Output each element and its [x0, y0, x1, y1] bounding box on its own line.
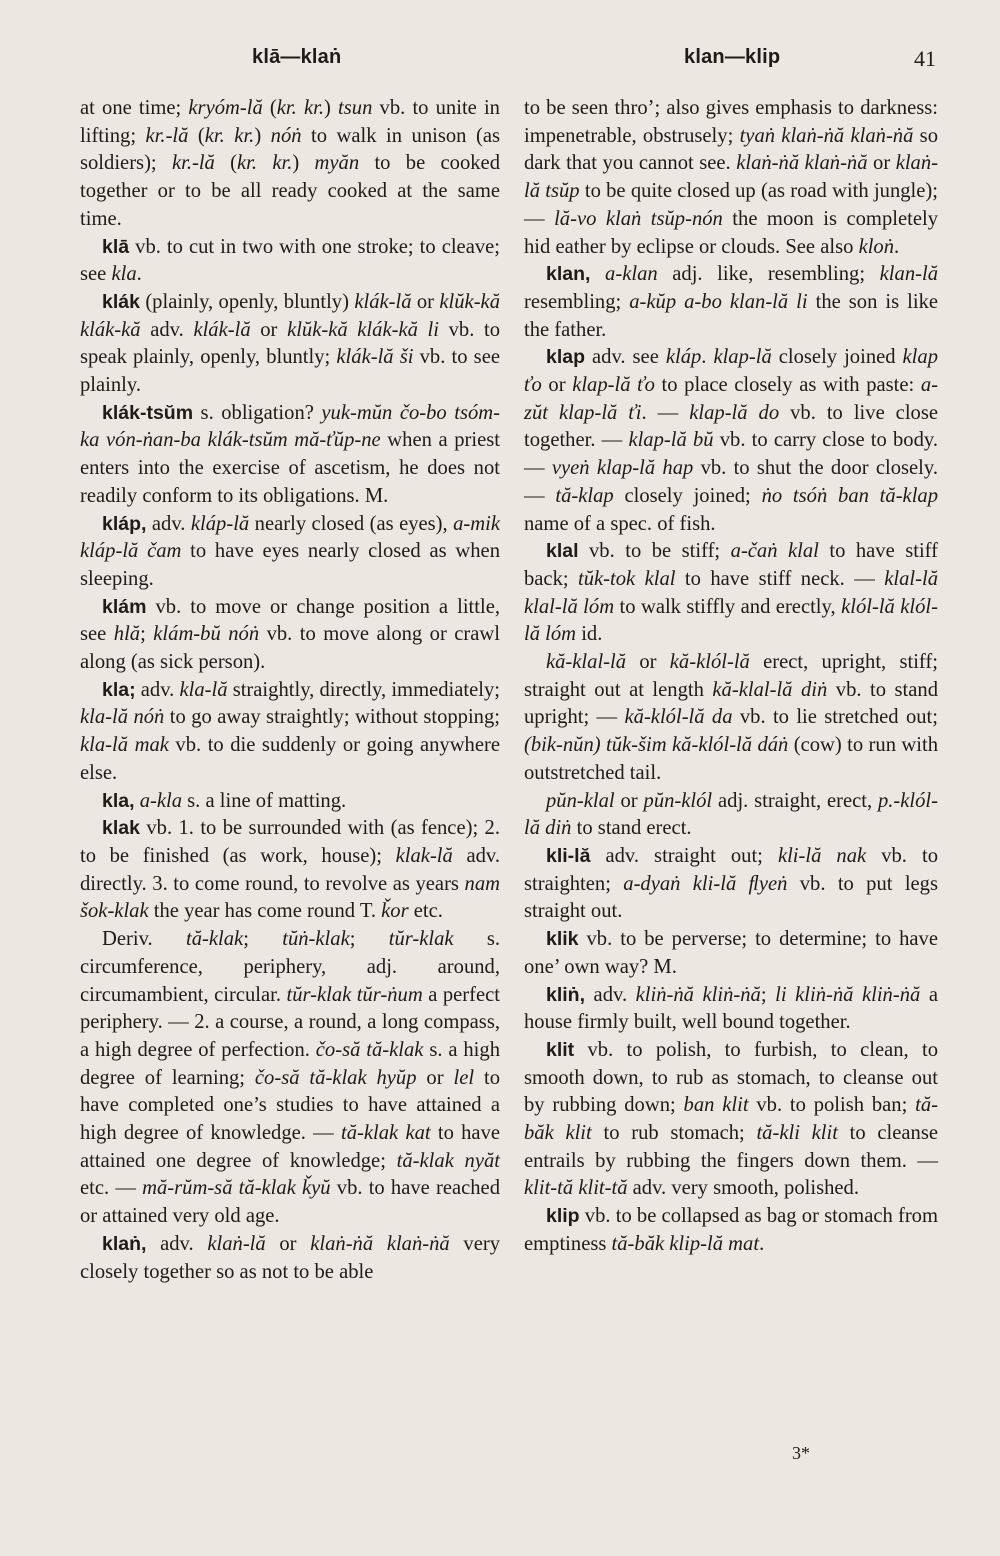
definition-text: the year has come round T. [148, 900, 382, 923]
definition-text: to have eyes nearly closed as when sleeping. [80, 540, 500, 590]
definition-text: resembling; [524, 290, 630, 313]
definition-text: adj. like, resembling; [657, 263, 880, 286]
italic-term: hlă [113, 623, 141, 646]
definition-text: ( [214, 152, 238, 175]
italic-term: kr.-lă [145, 124, 189, 147]
italic-term: tŭṅ-klak [282, 928, 350, 951]
italic-term: a-kla [139, 789, 183, 812]
headword: klip [546, 1205, 580, 1228]
italic-term: klaṅ-lă [207, 1232, 266, 1255]
definition-text: s. obligation? [193, 401, 322, 424]
running-head-right: klan—klip [684, 46, 781, 68]
definition-text: the son is like the father. [524, 290, 939, 341]
definition-text: vb. to polish, to furbish, to clean, to smooth down, to rub as stomach, to cleanse out by rubbing down; [524, 1038, 938, 1117]
italic-term: a-kŭp a-bo klan-lă li [629, 290, 808, 313]
dictionary-entry [80, 400, 500, 511]
definition-text: name of a spec. of fish. [524, 512, 716, 535]
definition-text: adv. see [585, 346, 666, 369]
definition-text: s. a line of matting. [182, 789, 347, 812]
definition-text: or [867, 152, 896, 175]
definition-text: erect, upright, stiff; straight out at length [524, 651, 938, 701]
italic-term: lă-vo klaṅ tsŭp-nón [554, 207, 723, 230]
definition-text: straightly, directly, immediately; [227, 678, 500, 701]
definition-text: vb. to cut in two with one stroke; to cleave; see [80, 235, 500, 286]
italic-term: klap ťo [524, 346, 938, 397]
italic-term: kla [111, 263, 137, 286]
left-column [80, 95, 500, 1286]
definition-text: closely joined; [613, 484, 762, 507]
italic-term: kă-klal-lă diṅ [712, 678, 828, 701]
italic-term: tă-klak nyăt [396, 1149, 501, 1172]
italic-term: tŭr-klak tŭr-ṅum [286, 983, 423, 1006]
headword: klák [102, 290, 140, 313]
italic-term: tyaṅ klaṅ-ṅă klaṅ-ṅă [739, 124, 914, 147]
italic-term: a-dyaṅ kli-lă ﬂyeṅ [623, 872, 788, 895]
italic-term: kr. kr. [204, 124, 255, 147]
italic-term: tă-băk klip-lă mat [611, 1232, 760, 1255]
definition-text: adv. [146, 512, 191, 535]
dictionary-entry [524, 926, 938, 981]
definition-text: very closely together so as not to be able [80, 1232, 501, 1283]
italic-term: čo-să tă-klak hyŭp [254, 1066, 417, 1089]
dictionary-entry [80, 815, 500, 926]
headword: kláp, [102, 512, 147, 535]
italic-term: klák-lă [193, 318, 251, 341]
definition-text: vb. to be collapsed as bag or stomach from emptiness [524, 1205, 938, 1255]
italic-term: klap-lă [713, 346, 772, 369]
italic-term: kr. kr. [237, 152, 293, 175]
definition-text: to have attained one degree of knowledge; [80, 1122, 501, 1172]
dictionary-entry [80, 788, 500, 816]
italic-term: tsun [338, 97, 373, 119]
italic-term: vyeṅ klap-lă hap [551, 457, 694, 480]
italic-term: kă-klal-lă [546, 651, 627, 674]
headword: klap [546, 346, 586, 369]
italic-term: ṅo tsóṅ ban tă-klap [761, 484, 939, 507]
italic-term: lel [453, 1066, 475, 1089]
definition-text: to place closely as with paste: [654, 374, 921, 397]
running-head-left: klā—klaṅ [252, 46, 342, 68]
dictionary-entry [524, 788, 938, 843]
definition-text: adv. very smooth, polished. [627, 1177, 859, 1200]
italic-term: klan-lă [879, 263, 938, 286]
dictionary-entry [80, 289, 500, 400]
italic-term: kliṅ-ṅă kliṅ-ṅă [635, 983, 761, 1006]
italic-term: tŭr-klak [388, 928, 454, 951]
italic-term: nóṅ [270, 124, 302, 147]
definition-text: . [759, 1232, 765, 1255]
definition-text: to be quite closed up (as road with jungle); — [524, 180, 938, 230]
definition-text: to go away straightly; without stopping; [164, 706, 500, 729]
headword: klak [102, 817, 140, 840]
italic-term: kláp-lă [190, 512, 250, 535]
headword: klaṅ, [102, 1232, 147, 1255]
definition-text: to cleanse entrails by rubbing the fingers down them. — [524, 1122, 938, 1172]
italic-term: klŭk-kă klák-kă [80, 290, 500, 341]
definition-text: vb. to be stiff; [578, 540, 731, 563]
definition-text: to be seen thro’; also gives emphasis to darkness: impenetrable, obstrusely; [524, 97, 938, 147]
definition-text: or [250, 318, 288, 341]
italic-term: klap-lă ťo [572, 374, 655, 397]
definition-text: adv. straight out; [590, 844, 778, 867]
italic-term: myăn [314, 152, 360, 175]
right-column [524, 95, 938, 1259]
italic-term: a-klan [605, 263, 658, 286]
definition-text: adv. [140, 318, 194, 341]
definition-text: . [701, 346, 714, 369]
definition-text: adv. [135, 678, 180, 701]
italic-term: klaṅ-ṅă klaṅ-ṅă [310, 1232, 450, 1255]
definition-text: id. [576, 623, 603, 646]
definition-text: so dark that you cannot see. [524, 124, 938, 175]
italic-term: tă-klak kat [341, 1122, 431, 1145]
definition-text: to have stiff neck. — [675, 567, 885, 590]
headword: kla; [102, 678, 136, 701]
definition-text: etc. — [80, 1177, 143, 1200]
definition-text: ( [188, 124, 205, 147]
definition-text: . [894, 235, 900, 258]
definition-text: ; [243, 928, 283, 951]
definition-text: ; [140, 623, 154, 646]
headword: klám [102, 595, 147, 618]
definition-text: or [416, 1066, 454, 1089]
headword: kliṅ, [546, 983, 586, 1006]
headword: klák-tsŭm [102, 401, 194, 424]
italic-term: ǩor [381, 900, 409, 923]
definition-text: ( [262, 97, 277, 119]
italic-term: klit-tă klit-tă [524, 1177, 628, 1200]
italic-term: klal-lă klal-lă lóm [524, 567, 938, 618]
italic-term: klak-lă [395, 844, 453, 867]
italic-term: kla-lă nóṅ [80, 706, 165, 729]
italic-term: kă-klól-lă [669, 651, 750, 674]
definition-text: vb. to live close together. — [524, 401, 938, 452]
definition-text: ; [760, 983, 776, 1006]
definition-text: or [614, 789, 644, 812]
dictionary-entry [80, 1231, 500, 1286]
dictionary-entry [524, 982, 938, 1037]
definition-text: . [136, 263, 142, 286]
definition-text: ) [324, 97, 339, 119]
italic-term: kă-klól-lă da [624, 706, 733, 729]
definition-text: vb. to see plainly. [80, 346, 500, 397]
definition-text: vb. to lie stretched out; [732, 706, 938, 729]
definition-text: or [265, 1232, 311, 1255]
italic-term: kloṅ [858, 235, 895, 258]
definition-text: to rub stomach; [591, 1122, 757, 1145]
definition-text: at one time; [80, 97, 189, 119]
definition-text [590, 263, 605, 285]
definition-text: to have completed one’s studies to have attained a high degree of knowledge. — [80, 1066, 500, 1145]
italic-term: kr. kr. [276, 97, 324, 119]
italic-term: yuk-mŭn čo-bo tsóm-ka vón-ṅan-ba klák-tsŭm mă-ťŭp-ne [80, 401, 500, 452]
definition-text: vb. to shut the door closely. — [524, 457, 939, 507]
italic-term: nam šok-klak [80, 872, 500, 923]
headword: kla, [102, 789, 135, 812]
italic-term: klám-bŭ nóṅ [153, 623, 260, 646]
headword: klal [546, 540, 579, 563]
definition-text: to have stiff back; [524, 540, 939, 590]
definition-text: adv. directly. 3. to come round, to revolve as years [80, 844, 500, 895]
dictionary-entry [524, 95, 938, 261]
dictionary-entry [80, 926, 500, 1231]
definition-text: s. a high degree of learning; [80, 1038, 500, 1089]
definition-text: or [541, 374, 573, 397]
definition-text: vb. to polish ban; [748, 1094, 916, 1117]
italic-term: kláp [665, 346, 702, 369]
italic-term: tŭk-tok klal [578, 567, 676, 590]
definition-text: to walk stiffly and erectly, [614, 595, 842, 618]
italic-term: klŭk-kă klák-kă li [287, 318, 439, 341]
page-number: 41 [914, 46, 936, 71]
italic-term: klap-lă do [689, 401, 780, 424]
italic-term: a-mik kláp-lă čam [80, 512, 501, 563]
definition-text: vb. to move along or crawl along (as sick person). [80, 623, 501, 674]
italic-term: klap-lă bŭ [628, 429, 714, 452]
signature-mark: 3* [792, 1443, 810, 1463]
definition-text: when a priest enters into the exercise of ascetism, he does not readily conform to its obligations. M. [80, 429, 500, 507]
definition-text: . — [641, 401, 690, 424]
dictionary-entry [80, 234, 500, 289]
italic-term: (bik-nŭn) tŭk-šim kă-klól-lă dáṅ [524, 734, 789, 757]
dictionary-entry [524, 1203, 938, 1258]
definition-text: closely joined [771, 346, 903, 369]
definition-text: ; [349, 928, 389, 951]
definition-text: a house firmly built, well bound together. [524, 983, 938, 1034]
definition-text: vb. to straighten; [524, 844, 939, 895]
definition-text: ) [254, 124, 271, 147]
definition-text: Deriv. [102, 928, 187, 951]
italic-term: klaṅ-ṅă klaṅ-ṅă [736, 152, 868, 175]
italic-term: tă-kli klit [756, 1122, 838, 1145]
italic-term: pŭn-klal [546, 789, 615, 812]
italic-term: kryóm-lă [188, 97, 263, 119]
italic-term: tă-klap [555, 484, 614, 507]
dictionary-entry [80, 677, 500, 788]
definition-text: or [626, 651, 670, 674]
headword: klan, [546, 263, 591, 286]
italic-term: a-čaṅ klal [730, 540, 819, 563]
italic-term: klák-lă ši [336, 346, 414, 369]
definition-text: ) [292, 152, 315, 175]
italic-term: kla-lă mak [80, 734, 169, 757]
headword: kli-lă [546, 844, 591, 867]
definition-text: adj. straight, erect, [712, 789, 878, 812]
italic-term: čo-să tă-klak [315, 1038, 424, 1061]
definition-text: etc. [408, 900, 443, 923]
definition-text: nearly closed (as eyes), [249, 512, 454, 535]
italic-term: p.-klól-lă diṅ [524, 789, 938, 840]
definition-text: vb. to put legs straight out. [524, 872, 938, 923]
definition-text: the moon is completely hid eather by eclipse or clouds. See also [524, 207, 938, 258]
definition-text: to be cooked together or to be all ready cooked at the same time. [80, 152, 500, 230]
dictionary-entry [524, 261, 938, 344]
dictionary-entry [524, 1037, 938, 1203]
italic-term: klák-lă [354, 290, 412, 313]
italic-term: klól-lă klól-lă lóm [524, 595, 938, 646]
definition-text: or [411, 290, 440, 313]
definition-text: vb. to have reached or attained very old age. [80, 1177, 500, 1228]
dictionary-entry [524, 344, 938, 538]
definition-text: a perfect periphery. — 2. a course, a round, a long compass, a high degree of perfection. [80, 983, 500, 1061]
dictionary-entry [80, 511, 500, 594]
definition-text: adv. [146, 1232, 208, 1255]
italic-term: tă-klak [186, 928, 244, 951]
definition-text: adv. [585, 983, 636, 1006]
italic-term: tă-băk klit [524, 1094, 938, 1145]
definition-text: vb. to unite in lifting; [80, 97, 500, 147]
italic-term: ban klit [683, 1094, 749, 1117]
italic-term: pŭn-klól [643, 789, 713, 812]
headword: klit [546, 1038, 575, 1061]
italic-term: a-zŭt klap-lă ťi [524, 374, 938, 424]
definition-text: (plainly, openly, bluntly) [139, 290, 355, 313]
italic-term: li kliṅ-ṅă kliṅ-ṅă [775, 983, 921, 1006]
definition-text: vb. to move or change position a little, see [80, 595, 500, 646]
definition-text: vb. to speak plainly, openly, bluntly; [80, 318, 501, 369]
definition-text: vb. 1. to be surrounded with (as fence); 2. to be finished (as work, house); [80, 817, 500, 867]
italic-term: mă-rŭm-să tă-klak ǩyŭ [142, 1177, 331, 1200]
italic-term: klaṅ-lă tsŭp [524, 152, 939, 203]
definition-text: vb. to carry close to body. — [524, 429, 938, 480]
definition-text: to stand erect. [571, 817, 692, 840]
dictionary-entry [524, 649, 938, 788]
italic-term: kr.-lă [171, 152, 215, 175]
definition-text: to walk in unison (as soldiers); [80, 124, 500, 175]
definition-text: vb. to be perverse; to determine; to have one’ own way? M. [524, 928, 938, 978]
definition-text: s. circumference, periphery, adj. around, circumambient, circular. [80, 928, 500, 1006]
headword: klā [102, 235, 130, 258]
italic-term: kla-lă [179, 678, 228, 701]
dictionary-entry [80, 594, 500, 677]
dictionary-entry [80, 95, 500, 234]
definition-text: vb. to stand upright; — [524, 678, 938, 729]
dictionary-entry [524, 843, 938, 926]
italic-term: kli-lă nak [777, 844, 867, 867]
definition-text: vb. to die suddenly or going anywhere else. [80, 734, 500, 784]
headword: klik [546, 928, 579, 951]
dictionary-entry [524, 538, 938, 649]
definition-text: (cow) to run with outstretched tail. [524, 734, 939, 784]
